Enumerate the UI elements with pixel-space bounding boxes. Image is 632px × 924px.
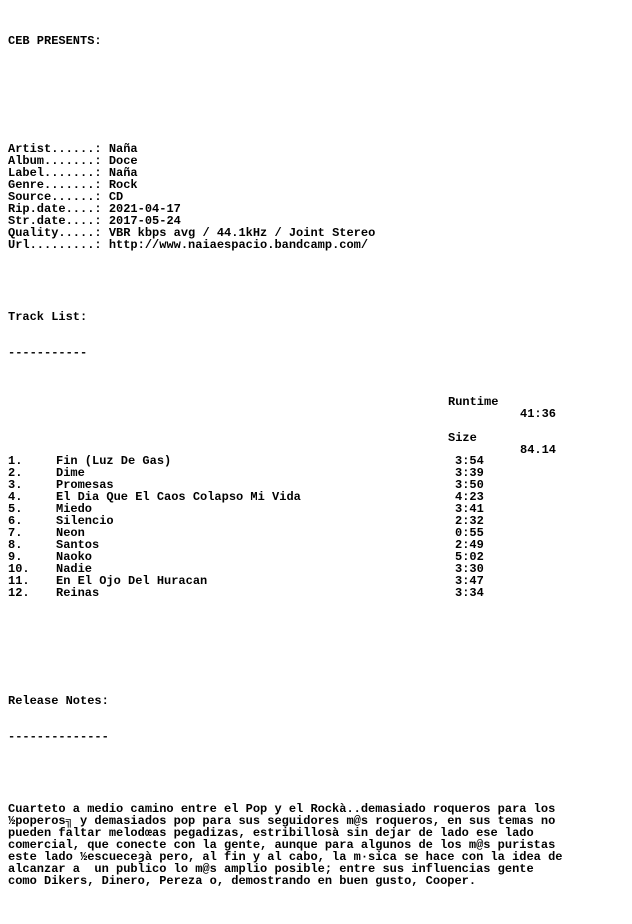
notes-line: ½poperos╗ y demasiados pop para sus seguidores m@s roqueros, en sus temas no	[8, 814, 556, 828]
runtime-value: 41:36	[520, 407, 557, 421]
release-notes	[8, 803, 632, 887]
notes-line: este lado ½escueceȝà pero, al fin y al cabo, la m·sica se hace con la idea de	[8, 850, 563, 864]
notes-line: pueden faltar melodœas pegadizas, estribillosà sin dejar de lado ese lado	[8, 826, 534, 840]
track-duration: 0:55	[455, 526, 484, 540]
track-duration: 3:39	[455, 466, 484, 480]
runtime-label: Runtime	[448, 395, 499, 409]
track-row	[8, 587, 632, 599]
track-title: Promesas	[56, 478, 114, 492]
track-title: Silencio	[56, 514, 114, 528]
info-value: Doce	[108, 154, 138, 168]
track-number: 5.	[8, 502, 23, 516]
track-number: 2.	[8, 466, 23, 480]
info-value: 2021-04-17	[108, 202, 181, 216]
release-info	[8, 143, 632, 251]
track-duration: 3:50	[455, 478, 484, 492]
track-list	[8, 455, 632, 599]
track-title: El Dia Que El Caos Colapso Mi Vida	[56, 490, 301, 504]
info-value: CD	[108, 190, 124, 204]
notes-underline: --------------	[8, 730, 109, 744]
track-title: Neon	[56, 526, 85, 540]
info-key: Artist......:	[8, 142, 102, 156]
info-key: Album.......:	[8, 154, 102, 168]
track-title: Nadie	[56, 562, 93, 576]
track-title: Fin (Luz De Gas)	[56, 454, 172, 468]
track-title: Miedo	[56, 502, 93, 516]
track-number: 4.	[8, 490, 23, 504]
track-number: 6.	[8, 514, 23, 528]
info-key: Url.........:	[8, 238, 102, 252]
size-label: Size	[448, 431, 477, 445]
track-title: Reinas	[56, 586, 100, 600]
track-duration: 3:47	[455, 574, 484, 588]
stats-block	[448, 360, 588, 456]
info-key: Genre.......:	[8, 178, 102, 192]
track-row	[8, 575, 632, 587]
header-title: CEB PRESENTS:	[8, 34, 102, 48]
track-row	[8, 491, 632, 503]
notes-line: alcanzar a un publico lo m@s amplio posible; entre sus influencias gente	[8, 862, 534, 876]
track-duration: 3:34	[455, 586, 484, 600]
info-key: Str.date....:	[8, 214, 102, 228]
track-row	[8, 539, 632, 551]
track-number: 12.	[8, 586, 30, 600]
track-number: 10.	[8, 562, 30, 576]
info-row	[8, 239, 632, 251]
info-value: Rock	[108, 178, 138, 192]
info-value: Naña	[108, 166, 138, 180]
info-key: Label.......:	[8, 166, 102, 180]
track-duration: 3:54	[455, 454, 484, 468]
info-key: Quality.....:	[8, 226, 102, 240]
track-duration: 2:49	[455, 538, 484, 552]
info-value: Naña	[108, 142, 138, 156]
track-title: Santos	[56, 538, 100, 552]
track-number: 9.	[8, 550, 23, 564]
track-title: Naoko	[56, 550, 93, 564]
info-value: 2017-05-24	[108, 214, 181, 228]
track-number: 1.	[8, 454, 23, 468]
info-key: Rip.date....:	[8, 202, 102, 216]
track-title: Dime	[56, 466, 85, 480]
track-duration: 3:30	[455, 562, 484, 576]
info-value[interactable]: http://www.naiaespacio.bandcamp.com/	[108, 238, 369, 252]
notes-line: como Dikers, Dinero, Pereza o, demostrando en buen gusto, Cooper.	[8, 874, 477, 888]
track-number: 3.	[8, 478, 23, 492]
tracklist-underline: -----------	[8, 346, 88, 360]
track-number: 8.	[8, 538, 23, 552]
track-row	[8, 527, 632, 539]
track-number: 11.	[8, 574, 30, 588]
notes-line: comercial, que conecte con la gente, aunque para algunos de los m@s puristas	[8, 838, 556, 852]
track-title: En El Ojo Del Huracan	[56, 574, 208, 588]
size-value: 84.14	[520, 443, 557, 457]
track-row	[8, 551, 632, 563]
notes-line: Cuarteto a medio camino entre el Pop y el Rockà..demasiado roqueros para los	[8, 802, 556, 816]
track-duration: 2:32	[455, 514, 484, 528]
info-key: Source......:	[8, 190, 102, 204]
notes-heading: Release Notes:	[8, 694, 109, 708]
track-row	[8, 563, 632, 575]
track-duration: 5:02	[455, 550, 484, 564]
tracklist-heading: Track List:	[8, 310, 88, 324]
track-duration: 3:41	[455, 502, 484, 516]
track-number: 7.	[8, 526, 23, 540]
track-row	[8, 515, 632, 527]
info-value: VBR kbps avg / 44.1kHz / Joint Stereo	[108, 226, 376, 240]
track-duration: 4:23	[455, 490, 484, 504]
